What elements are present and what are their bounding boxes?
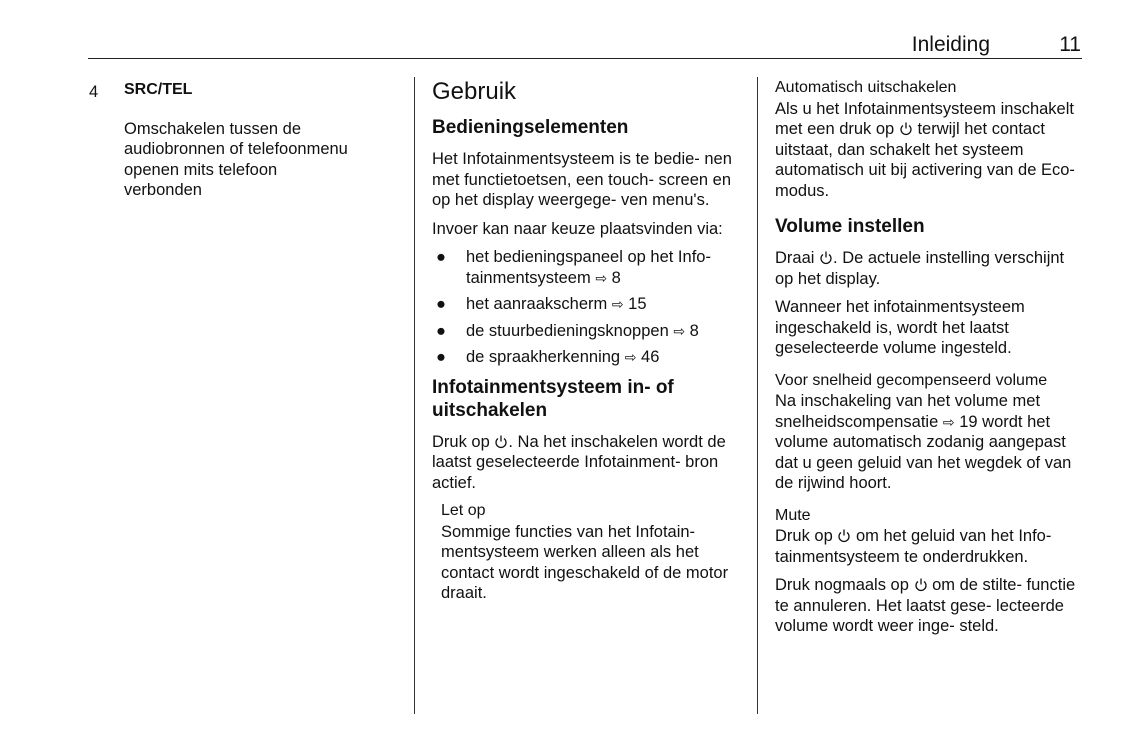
arrow-right-icon: ⇨ (673, 322, 686, 339)
note-text: Sommige functies van het Infotain- mentsysteem werken alleen als het contact wordt ingeschakeld of de motor draait. (441, 522, 729, 602)
list-item (432, 294, 742, 315)
paragraph: Druk op . Na het inschakelen wordt de laatst geselecteerde Infotainment- bron actief. (432, 432, 726, 492)
section-title: Gebruik (432, 78, 517, 105)
column-1 (89, 78, 389, 201)
page-reference[interactable]: 8 (689, 321, 699, 340)
paragraph: Het Infotainmentsysteem is te bedie- nen met functietoetsen, een touch- screen en op het display weergege- ven menu's. (432, 150, 732, 209)
paragraph: Druk nogmaals op om de stilte- functie te annuleren. Het laatst gese- lecteerde volume wordt weer inge- steld. (775, 576, 1076, 635)
bullet-icon: ● (436, 348, 446, 366)
arrow-right-icon: ⇨ (611, 296, 624, 312)
column-2 (432, 78, 742, 604)
arrow-right-icon: ⇨ (595, 269, 608, 286)
page-number: 11 (1059, 33, 1081, 56)
bullet-text: de spraakherkenning (466, 348, 621, 366)
column-divider (757, 77, 758, 714)
page-reference[interactable]: 46 (641, 348, 660, 366)
list-item (432, 347, 742, 368)
paragraph: Wanneer het infotainmentsysteem ingeschakeld is, wordt het laatst geselecteerde volume ingesteld. (775, 298, 1025, 357)
power-icon (837, 528, 851, 543)
chapter-title: Inleiding (911, 33, 990, 56)
bullet-text: de stuurbedieningsknoppen (466, 321, 669, 340)
page-reference[interactable]: 8 (611, 268, 621, 287)
column-divider (414, 77, 415, 714)
bullet-text: het aanraakscherm (466, 295, 608, 313)
bullet-icon: ● (436, 248, 446, 266)
heading-controls: Bedieningselementen (432, 117, 629, 138)
bullet-icon: ● (436, 295, 446, 313)
arrow-right-icon: ⇨ (624, 349, 637, 365)
note-title: Let op (441, 502, 486, 519)
arrow-right-icon: ⇨ (942, 413, 955, 430)
header-rule (88, 58, 1082, 59)
paragraph: Na inschakeling van het volume met snelheidscompensatie ⇨ 19 wordt het volume automatisch zodanig aangepast dat u geen geluid van het wegdek of van de rijwind hoort. (775, 392, 1072, 492)
heading-speed-volume: Voor snelheid gecompenseerd volume (775, 371, 1048, 389)
paragraph: Invoer kan naar keuze plaatsvinden via: (432, 219, 723, 238)
power-icon (899, 121, 913, 136)
list-item (432, 321, 742, 342)
power-icon (819, 250, 833, 265)
item-description: Omschakelen tussen de audiobronnen of telefoonmenu openen mits telefoon verbonden (124, 119, 348, 199)
paragraph: Druk op om het geluid van het Info- tainmentsysteem te onderdrukken. (775, 527, 1052, 566)
heading-auto-off: Automatisch uitschakelen (775, 79, 957, 96)
item-title: SRC/TEL (124, 81, 193, 98)
list-item (432, 247, 742, 288)
power-icon (494, 434, 508, 449)
heading-on-off: Infotainmentsysteem in- of uitschakelen (432, 376, 674, 421)
bullet-text: het bedieningspaneel op het Info- tainmentsysteem (466, 248, 711, 287)
bullet-list (432, 247, 742, 368)
heading-volume: Volume instellen (775, 216, 925, 237)
paragraph: Draai . De actuele instelling verschijnt op het display. (775, 249, 1065, 288)
list-item (89, 80, 389, 201)
bullet-icon: ● (436, 321, 446, 340)
item-number: 4 (89, 83, 99, 101)
note-box (432, 501, 742, 604)
column-3 (775, 78, 1085, 645)
paragraph: Als u het Infotainmentsysteem inschakelt met een druk op terwijl het contact uitstaat, dan schakelt het systeem automatisch uit bij activering van de Eco-modus. (775, 99, 1075, 200)
power-icon (914, 577, 928, 592)
page-reference[interactable]: 19 (959, 412, 978, 431)
page-reference[interactable]: 15 (628, 295, 647, 313)
heading-mute: Mute (775, 506, 811, 524)
